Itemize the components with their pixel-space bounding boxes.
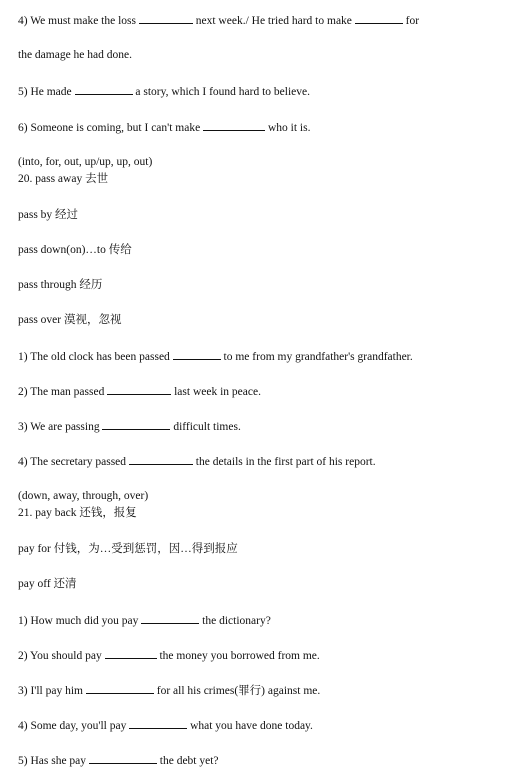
answer-blank [89, 753, 157, 764]
s21-question-2 [18, 648, 320, 663]
s21-question-3 [18, 683, 320, 698]
s20-title: 20. pass away 去世 [18, 173, 109, 185]
question-text: 1) The old clock has been passed [18, 351, 170, 363]
question-text: 5) He made [18, 86, 72, 98]
s19-question-5 [18, 84, 310, 99]
question-text: who it is. [267, 122, 311, 134]
question-text: next week./ He tried hard to make [195, 15, 352, 27]
s21-question-1 [18, 613, 271, 628]
s20-question-1 [18, 349, 413, 364]
question-text: the details in the first part of his report. [195, 456, 376, 468]
answer-blank [355, 13, 403, 24]
answer-blank [86, 683, 154, 694]
s20-phrase-4: pass over 漠视，忽视 [18, 314, 122, 326]
question-text: 6) Someone is coming, but I can't make [18, 122, 201, 134]
answer-blank [203, 120, 265, 131]
question-text: last week in peace. [174, 386, 261, 398]
question-text: 3) I'll pay him [18, 685, 83, 697]
question-text: for all his crimes(罪行) against me. [156, 685, 321, 697]
answer-blank [107, 384, 171, 395]
answer-blank [129, 454, 193, 465]
answer-blank [129, 718, 187, 729]
s21-phrase-2: pay off 还清 [18, 578, 77, 590]
answer-blank [173, 349, 221, 360]
s19-question-6 [18, 120, 310, 135]
answer-blank [75, 84, 133, 95]
s21-title: 21. pay back 还钱，报复 [18, 507, 137, 519]
question-text: 3) We are passing [18, 421, 100, 433]
question-text: 4) The secretary passed [18, 456, 127, 468]
question-text: difficult times. [173, 421, 241, 433]
question-text: the money you borrowed from me. [159, 650, 320, 662]
answer-blank [139, 13, 193, 24]
s20-phrase-2: pass down(on)…to 传给 [18, 244, 132, 256]
s20-question-2 [18, 384, 261, 399]
question-text: 1) How much did you pay [18, 615, 139, 627]
s19-question-4 [18, 13, 419, 28]
question-text: the debt yet? [159, 755, 219, 767]
s19-question-4-continued: the damage he had done. [18, 49, 132, 61]
answer-blank [105, 648, 157, 659]
answer-blank [141, 613, 199, 624]
question-text: 5) Has she pay [18, 755, 87, 767]
question-text: to me from my grandfather's grandfather. [223, 351, 413, 363]
question-text: what you have done today. [190, 720, 313, 732]
question-text: the dictionary? [202, 615, 271, 627]
s21-question-5 [18, 753, 219, 768]
answer-blank [102, 419, 170, 430]
s20-answer-options: (down, away, through, over) [18, 490, 149, 502]
s21-question-4 [18, 718, 313, 733]
s20-phrase-3: pass through 经历 [18, 279, 103, 291]
question-text: 4) We must make the loss [18, 15, 136, 27]
s20-phrase-1: pass by 经过 [18, 209, 79, 221]
question-text: 2) The man passed [18, 386, 105, 398]
question-text: a story, which I found hard to believe. [135, 86, 310, 98]
question-text: 2) You should pay [18, 650, 102, 662]
s20-question-3 [18, 419, 241, 434]
question-text: 4) Some day, you'll pay [18, 720, 127, 732]
question-text: for [405, 15, 420, 27]
s19-answer-options: (into, for, out, up/up, up, out) [18, 156, 153, 168]
s20-question-4 [18, 454, 376, 469]
s21-phrase-1: pay for 付钱，为…受到惩罚，因…得到报应 [18, 543, 238, 555]
